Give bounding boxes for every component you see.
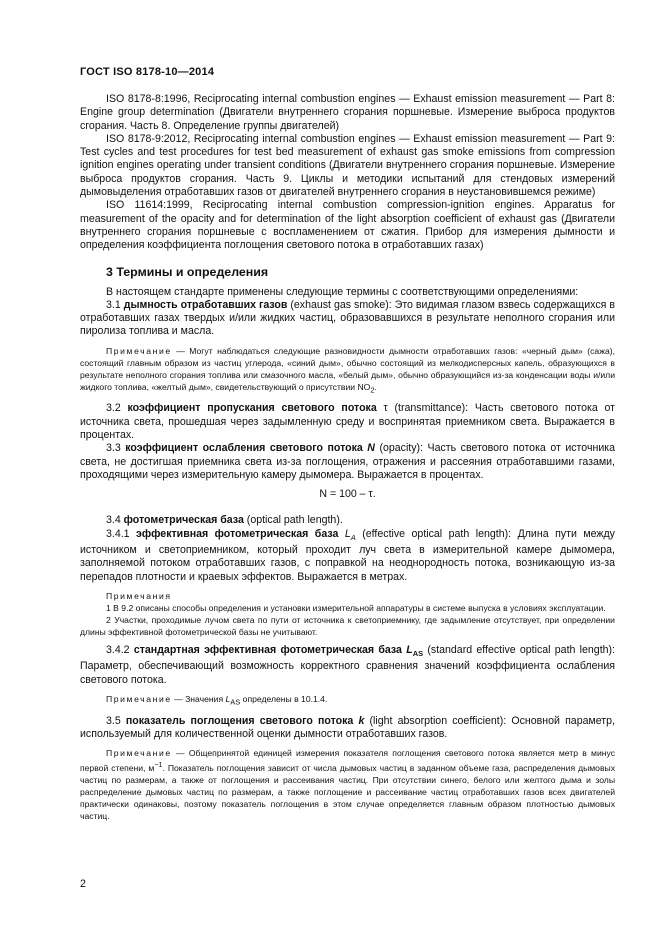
term-name: показатель поглощения светового потока — [125, 714, 359, 727]
note-label: Примечание — [106, 345, 172, 356]
term-definition: (transmittance): Часть светового потока от источника света, прошедшая через задымленную среду и воспринятая приемником света. Выражается в процентах. — [80, 402, 616, 442]
term-3-4-1 — [80, 528, 615, 584]
term-name: стандартная эффективная фотометрическая база — [133, 643, 407, 656]
term-symbol: k — [358, 714, 365, 727]
reference-iso-11614: ISO 11614:1999, Reciprocating internal combustion compression-ignition engines. Apparatus for measurement of the opacity and for determination of the light absorption coefficient of exhaust gas (Двигатели внутреннего сгорания поршневые с воспламенением от сжатия. Прибор для измерения дымности и определения коэффициента поглощения светового потока в отработавших газах) — [80, 199, 615, 252]
note-label: Примечание — [106, 748, 172, 759]
note-3-4-1-1: 1 В 9.2 описаны способы определения и установки измерительной аппаратуры в системе выпуска в условиях эксплуатации. — [106, 602, 606, 613]
reference-iso-8178-9: ISO 8178-9:2012, Reciprocating internal combustion engines — Exhaust emission measurement — Part 9: Test cycles and test procedures for test bed measurement of exhaust gas smoke emissions from compression ignition engines operating under transient conditions (Двигатели внутреннего сгорания поршневые. Измерение выброса продуктов сгорания. Часть 9. Циклы и методики испытаний для стендовых измерений дымовыделения отработавших газов от двигателей внутреннего сгорания в неустановившемся режиме) — [80, 132, 615, 199]
term-subscript: A — [350, 532, 356, 542]
term-symbol: L — [406, 643, 413, 656]
term-name: дымность отработавших газов — [123, 298, 288, 311]
term-subscript: AS — [412, 648, 424, 658]
note-3-1: Примечание — Могут наблюдаться следующие разновидности дымности отработавших газов: «черный дым» (сажа), состоящий главным образом из частиц углерода, «синий дым», обычно состоящий из мелкодисперсных капель, образующихся в результате неполного сгорания топлива или смазочного масла, «белый дым», обычно образующийся из-за конденсации воды и/или жидкого топлива, «желтый дым», свидетельствующий о присутствии $NO_2$. — [80, 345, 615, 395]
term-3-2 — [80, 402, 615, 442]
term-definition: (opacity): Часть светового потока от источника света, не достигшая приемника света из-за поглощения, отражения и рассеяния отработавшими газами, проходящими через измерительную камеру дымомера. Выражается в процентах. — [80, 442, 615, 481]
term-3-5 — [80, 715, 615, 742]
term-name: коэффициент ослабления светового потока — [125, 442, 368, 455]
term-symbol: N — [367, 442, 375, 455]
term-name: коэффициент пропускания светового потока — [127, 402, 377, 415]
section-intro: В настоящем стандарте применены следующие термины с соответствующими определениями: — [106, 285, 579, 298]
note-3-4-2: Примечание — Значения $L_{AS}$ определены в 10.1.4. — [106, 693, 328, 707]
term-number: 3.1 — [106, 298, 124, 311]
page-content — [80, 93, 615, 822]
note-text: — Могут наблюдаться следующие разновидности дымности отработавших газов: «черный дым» (сажа), состоящий главным образом из частиц углерода, «синий дым», обычно состоящий из мелкодисперсных капель, образующихся в результате неполного сгорания топлива или смазочного масла, «белый дым», обычно образующийся из-за конденсации воды и/или жидкого топлива, «желтый дым», свидетельствующий о присутствии NO — [80, 345, 615, 392]
notes-label: Примечания — [106, 590, 172, 601]
term-3-1 — [80, 299, 615, 339]
term-definition: (exhaust gas smoke): Это видимая глазом взвесь содержащихся в отработавших газах твердых и/или жидких частиц, образовавшихся в результате неполного сгорания или пиролиза топлива и масла. — [80, 298, 615, 338]
document-header: ГОСТ ISO 8178-10—2014 — [80, 66, 215, 78]
term-3-4 — [80, 514, 615, 527]
term-definition: (optical path length). — [243, 514, 343, 527]
term-name: эффективная фотометрическая база — [136, 527, 345, 540]
section-title: 3 Термины и определения — [106, 264, 269, 279]
term-name: фотометрическая база — [123, 514, 244, 527]
reference-iso-8178-8: ISO 8178-8:1996, Reciprocating internal combustion engines — Exhaust emission measurement — Part 8: Engine group determination (Двигатели внутреннего сгорания поршневые. Измерение выброса продуктов сгорания. Часть 8. Определение группы двигателей) — [80, 93, 615, 132]
note-3-4-1-2: 2 Участки, проходимые лучом света по пути от источника к светоприемнику, где задымление отсутствует, при определении длины эффективной фотометрической базы не учитывают. — [80, 614, 615, 637]
note-3-5: Примечание — Общепринятой единицей измерения показателя поглощения светового потока является метр в минус первой степени, $м^{-1}$. Показатель поглощения зависит от числа дымовых частиц в заданном объеме газа, распределения дымовых частиц по размерам, а также от поглощения и рассеивания частиц. При отсутствии синего, белого или желтого дыма и золы распределение дымовых частиц по размерам, а также поглощение и рассеивание частиц отработавших газов всех двигателей практически одинаковы, поэтому показатель поглощения в этом случае определяется главным образом плотностью дымовых частиц. — [80, 748, 615, 822]
term-number: 3.5 — [106, 714, 126, 727]
term-number: 3.4.1 — [106, 527, 137, 540]
term-number: 3.2 — [106, 402, 128, 415]
term-symbol: τ — [376, 402, 388, 415]
page-number: 2 — [80, 878, 86, 890]
term-number: 3.4 — [106, 514, 124, 527]
term-definition: (effective optical path length): Длина пути между источником и светоприемником, который проходит луч света в измерительной камере дымомера, заполняемой потоком отработавших газов, с поправкой на неоднородность потока, возникающую из-за перепадов плотности и краевых эффектов. Выражается в метрах. — [80, 527, 615, 583]
term-3-4-2 — [80, 644, 615, 687]
term-definition: (light absorption coefficient): Основной параметр, используемый для количественной оценки дымности отработавших газов. — [80, 714, 615, 740]
note-symbol: L — [225, 693, 231, 704]
term-3-3 — [80, 442, 615, 482]
term-symbol: L — [344, 527, 351, 540]
term-number: 3.4.2 — [106, 643, 134, 656]
note-subscript: 2 — [370, 385, 375, 395]
equation-opacity: N = 100 – τ. — [319, 488, 376, 501]
term-number: 3.3 — [106, 442, 126, 455]
note-label: Примечание — [106, 693, 172, 704]
note-superscript: −1 — [154, 761, 163, 770]
term-definition: (standard effective optical path length): Параметр, обеспечивающий возможность корректного сравнения значений коэффициента ослабления светового потока. — [80, 643, 615, 686]
